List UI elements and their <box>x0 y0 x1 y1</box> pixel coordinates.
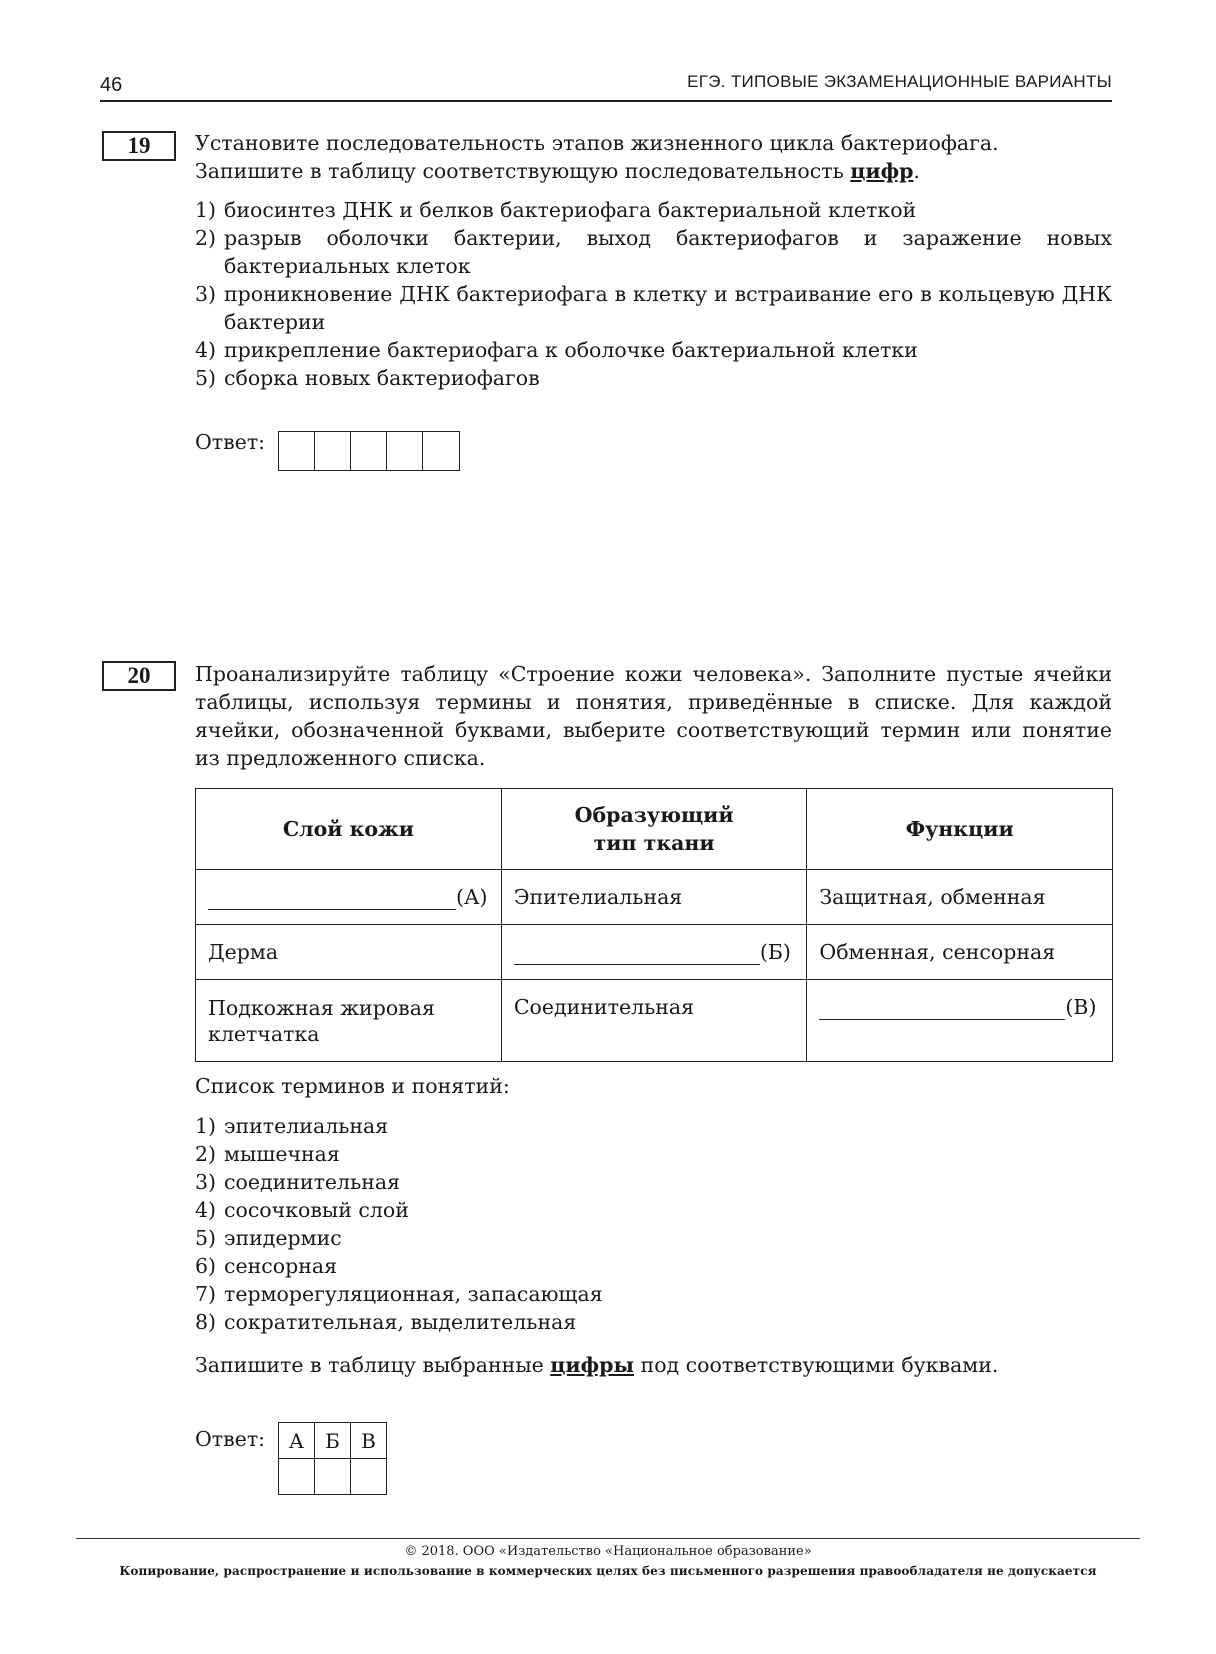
answer-cell-b[interactable] <box>315 1459 351 1495</box>
q19-option-5: 5) сборка новых бактериофагов <box>195 366 540 390</box>
table-row <box>196 870 1113 925</box>
answer-letter-b: Б <box>315 1423 351 1459</box>
q19-option-4: 4) прикрепление бактериофага к оболочке бактериальной клетки <box>195 338 918 362</box>
table-row <box>196 980 1113 1062</box>
terms-list <box>195 1112 1112 1336</box>
answer-cell-a[interactable] <box>279 1459 315 1495</box>
q19-prompt-line1: Установите последовательность этапов жизненного цикла бактериофага. <box>195 131 999 155</box>
cell-blank-a[interactable]: (А) <box>196 870 502 925</box>
header-tissue-type: Образующий тип ткани <box>501 789 807 870</box>
header-functions: Функции <box>807 789 1113 870</box>
page-number: 46 <box>100 74 123 96</box>
question-number-19: 19 <box>102 131 176 161</box>
term-item-3: 3) соединительная <box>195 1170 401 1194</box>
term-item-6: 6) сенсорная <box>195 1254 338 1278</box>
term-item-1: 1) эпителиальная <box>195 1114 389 1138</box>
table-row <box>196 925 1113 980</box>
term-item-4: 4) сосочковый слой <box>195 1198 409 1222</box>
answer-letter-v: В <box>351 1423 387 1459</box>
q19-prompt-line2: Запишите в таблицу соответствующую последовательность цифр. <box>195 159 920 183</box>
cell-tissue: Эпителиальная <box>501 870 807 925</box>
table-header-row <box>196 789 1113 870</box>
cell-layer: Дерма <box>196 925 502 980</box>
footer-notice: Копирование, распространение и использование в коммерческих целях без письменного разрешения правообладателя не допускается <box>119 1564 1097 1578</box>
q20-emphasis: цифры <box>550 1353 635 1377</box>
answer-input-row <box>279 1459 387 1495</box>
term-item-5: 5) эпидермис <box>195 1226 342 1250</box>
header-skin-layer: Слой кожи <box>196 789 502 870</box>
q19-option-1: 1) биосинтез ДНК и белков бактериофага бактериальной клеткой <box>195 198 917 222</box>
question-number-20: 20 <box>102 661 176 691</box>
answer-letters-row <box>279 1423 387 1459</box>
q19-prompt <box>195 129 1112 185</box>
q19-options <box>195 196 1112 392</box>
answer-cell-v[interactable] <box>351 1459 387 1495</box>
cell-function: Защитная, обменная <box>807 870 1113 925</box>
page-header <box>100 70 1112 102</box>
answer-letter-a: А <box>279 1423 315 1459</box>
q19-answer-cell[interactable] <box>279 432 315 470</box>
running-title: ЕГЭ. ТИПОВЫЕ ЭКЗАМЕНАЦИОННЫЕ ВАРИАНТЫ <box>687 72 1112 91</box>
q19-answer-cell[interactable] <box>351 432 387 470</box>
term-item-2: 2) мышечная <box>195 1142 340 1166</box>
footer-divider <box>76 1538 1140 1539</box>
q20-answer-grid <box>278 1422 387 1495</box>
q19-option-3: 3) проникновение ДНК бактериофага в клетку и встраивание его в кольцевую ДНК бактерии <box>195 282 1112 334</box>
cell-blank-b[interactable]: (Б) <box>501 925 807 980</box>
q19-answer-cell[interactable] <box>387 432 423 470</box>
q19-answer-cell[interactable] <box>423 432 459 470</box>
q20-instruction: Запишите в таблицу выбранные цифры под соответствующими буквами. <box>195 1353 999 1377</box>
q19-answer-label: Ответ: <box>195 430 266 454</box>
term-item-7: 7) терморегуляционная, запасающая <box>195 1282 603 1306</box>
q19-option-2: 2) разрыв оболочки бактерии, выход бактериофагов и заражение новых бактериальных клеток <box>195 226 1112 278</box>
q20-prompt: Проанализируйте таблицу «Строение кожи человека». Заполните пустые ячейки таблицы, используя термины и понятия, приведённые в списке. Для каждой ячейки, обозначенной буквами, выберите соответствующий термин или понятие из предложенного списка. <box>195 662 1112 770</box>
footer-copyright: © 2018. ООО «Издательство «Национальное образование» <box>404 1544 812 1559</box>
q19-answer-boxes <box>278 431 460 471</box>
cell-tissue: Соединительная <box>501 980 807 1062</box>
terms-list-title: Список терминов и понятий: <box>195 1074 510 1098</box>
term-item-8: 8) сократительная, выделительная <box>195 1310 577 1334</box>
cell-layer: Подкожная жировая клетчатка <box>196 980 502 1062</box>
cell-blank-v[interactable]: (В) <box>807 980 1113 1062</box>
q20-answer-label: Ответ: <box>195 1427 266 1451</box>
skin-structure-table <box>195 788 1113 1062</box>
q19-answer-cell[interactable] <box>315 432 351 470</box>
q19-emphasis: цифр <box>850 159 914 183</box>
cell-function: Обменная, сенсорная <box>807 925 1113 980</box>
